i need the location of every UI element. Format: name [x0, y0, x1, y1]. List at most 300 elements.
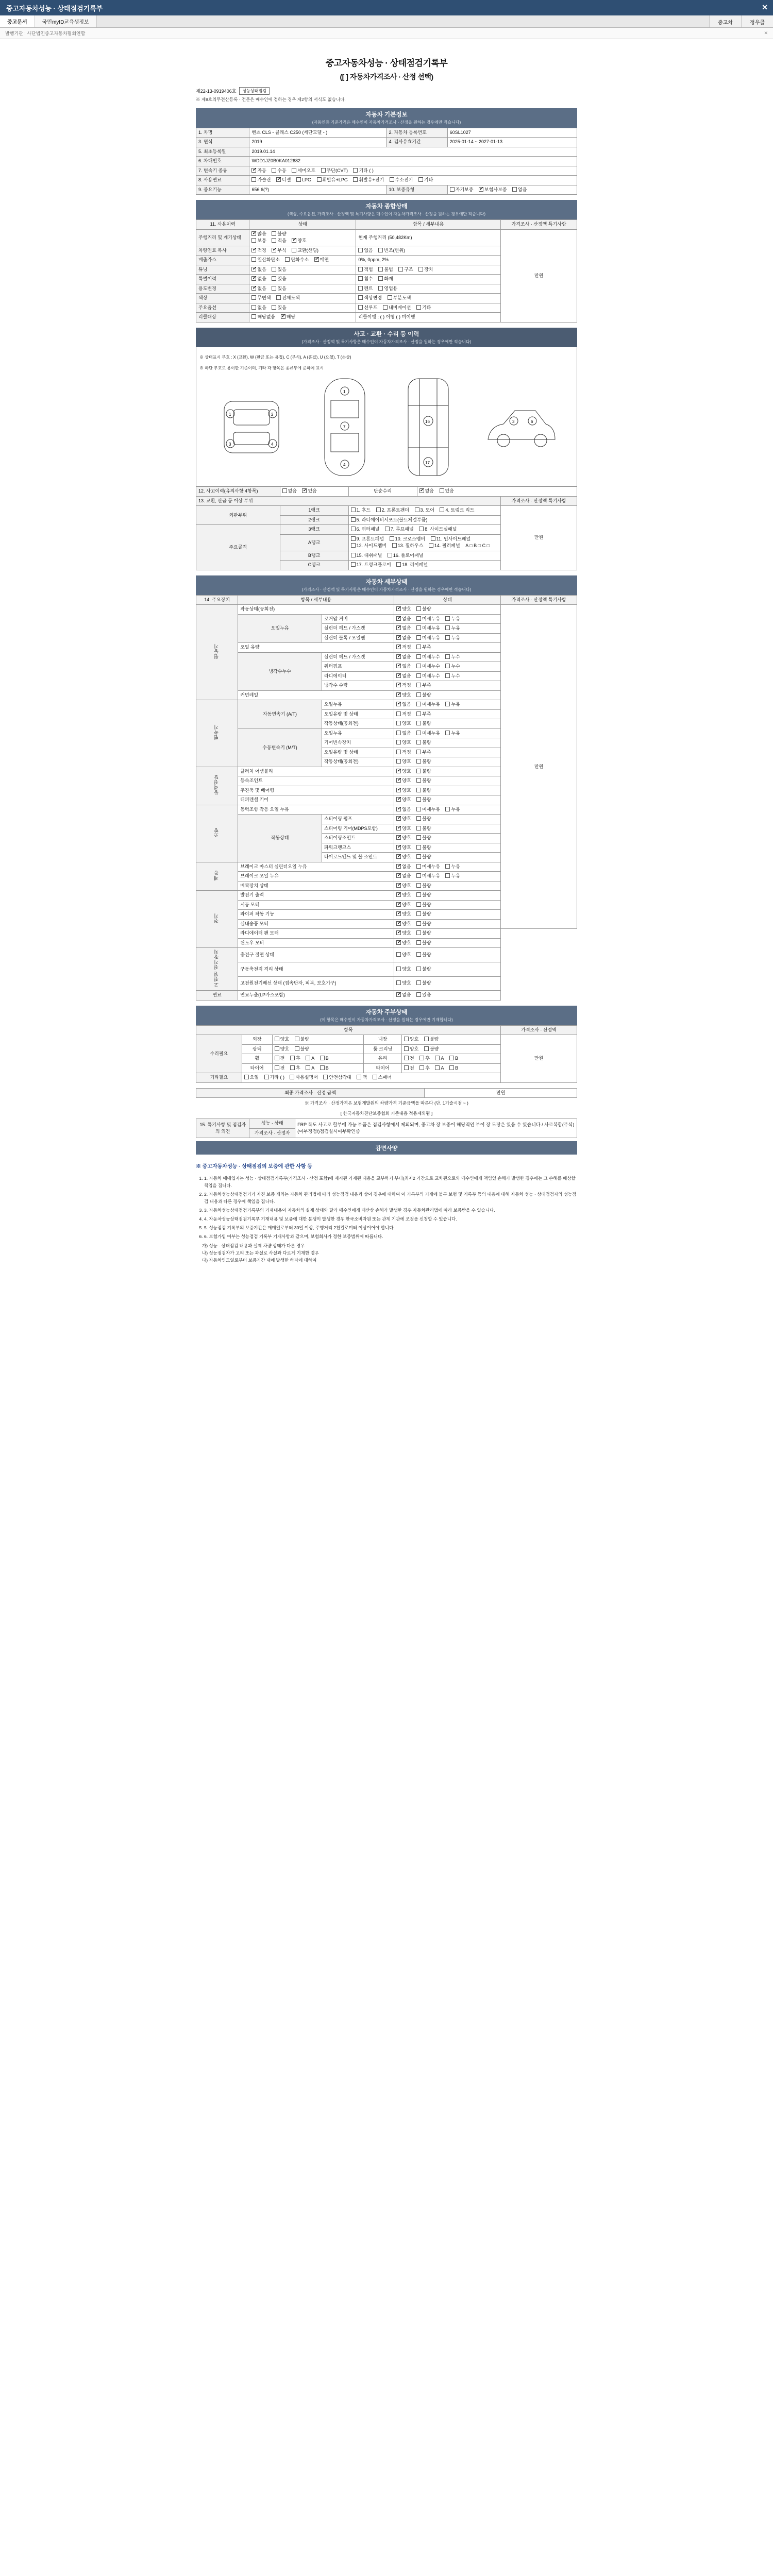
checkbox-icon[interactable]: [416, 664, 421, 668]
option-누유[interactable]: 누유: [445, 635, 460, 642]
part-휠하우스[interactable]: 13. 휠하우스: [392, 543, 424, 550]
checkbox-icon[interactable]: [357, 1075, 361, 1079]
checkbox-icon[interactable]: [416, 702, 421, 706]
option-후[interactable]: 후: [419, 1065, 430, 1072]
option-양호[interactable]: ✔ 양호: [396, 940, 411, 947]
part-크로스멤버[interactable]: 10. 크로스멤버: [390, 536, 425, 543]
option-불량[interactable]: 불량: [416, 739, 431, 747]
checkbox-icon[interactable]: [351, 562, 356, 567]
option-없음[interactable]: ✔ 없음: [396, 673, 411, 680]
checkbox-icon[interactable]: [396, 616, 401, 621]
checkbox-icon[interactable]: [320, 1056, 325, 1060]
checkbox-icon[interactable]: [396, 664, 401, 668]
checkbox-icon[interactable]: [416, 816, 421, 821]
option-미세누유[interactable]: 미세누유: [416, 625, 440, 632]
option-불량[interactable]: 불량: [416, 966, 431, 973]
option-스패너[interactable]: 스패너: [373, 1074, 392, 1081]
option-수동[interactable]: 수동: [272, 167, 286, 175]
option-무단cvt[interactable]: 무단(CVT): [321, 167, 348, 175]
state-window-motor[interactable]: [394, 938, 501, 948]
option-불량[interactable]: 불량: [416, 796, 431, 804]
checkbox-icon[interactable]: [396, 980, 401, 985]
option-렌트[interactable]: 렌트: [358, 285, 373, 293]
option-양호[interactable]: ✔ 양호: [396, 816, 411, 823]
option-불량[interactable]: 불량: [416, 980, 431, 987]
checkbox-icon[interactable]: [388, 553, 392, 557]
option-양호[interactable]: ✔ 양호: [396, 930, 411, 937]
option-없음[interactable]: 없음: [512, 187, 527, 194]
option-a[interactable]: A: [306, 1055, 314, 1062]
checkbox-icon[interactable]: [416, 883, 421, 888]
option-용도없음[interactable]: ✔ 없음: [251, 285, 266, 293]
checkbox-icon[interactable]: [416, 826, 421, 831]
checkbox-icon[interactable]: [416, 952, 421, 957]
checkbox-icon[interactable]: [351, 553, 356, 557]
option-누유[interactable]: 누유: [445, 873, 460, 880]
part-리어패널[interactable]: 18. 리어패널: [396, 562, 428, 569]
option-부족[interactable]: 부족: [416, 644, 431, 651]
checkbox-icon[interactable]: [445, 873, 450, 878]
option-불량[interactable]: 불량: [295, 1046, 309, 1053]
checkbox-icon[interactable]: [416, 864, 421, 869]
option-일산화탄소[interactable]: 일산화탄소: [251, 257, 279, 264]
option-불량[interactable]: 불량: [416, 854, 431, 861]
option-누유[interactable]: 누유: [445, 730, 460, 737]
option-양호[interactable]: ✔ 양호: [396, 796, 411, 804]
part-트렁크플로어[interactable]: 17. 트렁크플로어: [351, 562, 391, 569]
checkbox-icon[interactable]: [431, 536, 435, 541]
option-미세누수[interactable]: 미세누수: [416, 663, 440, 670]
option-없음[interactable]: ✔ 없음: [396, 701, 411, 708]
option-무변색[interactable]: 무변색: [251, 295, 271, 302]
checkbox-icon[interactable]: [396, 778, 401, 783]
part-도어[interactable]: 3. 도어: [415, 507, 434, 514]
checkbox-icon[interactable]: [272, 231, 276, 236]
option-자기보증[interactable]: 자기보증: [450, 187, 474, 194]
row-state-options[interactable]: [249, 303, 356, 313]
checkbox-icon[interactable]: [416, 892, 421, 897]
checkbox-icon[interactable]: [416, 807, 421, 811]
items-tier-a[interactable]: [348, 534, 501, 551]
checkbox-icon[interactable]: [445, 635, 450, 640]
checkbox-icon[interactable]: [351, 543, 356, 548]
checkbox-icon[interactable]: [396, 921, 401, 926]
checkbox-icon[interactable]: [396, 711, 401, 716]
close-icon[interactable]: ✕: [762, 3, 768, 11]
option-없음[interactable]: ✔ 없음: [396, 635, 411, 642]
option-기타[interactable]: 기타 ( ): [353, 167, 373, 175]
part-트렁크리드[interactable]: 4. 트렁크 리드: [440, 507, 474, 514]
option-적정[interactable]: 적정: [396, 711, 411, 718]
checkbox-icon[interactable]: [445, 625, 450, 630]
state-wheel-right[interactable]: [402, 1054, 501, 1064]
option-미세누유[interactable]: 미세누유: [416, 635, 440, 642]
state-room-cleaning[interactable]: [402, 1044, 501, 1054]
option-미세누유[interactable]: 미세누유: [416, 863, 440, 871]
state-water-pump[interactable]: [394, 662, 501, 672]
state-hv-wiring[interactable]: [394, 976, 501, 991]
option-세미오토[interactable]: 세미오토: [292, 167, 315, 175]
option-없음[interactable]: ✔ 없음: [396, 863, 411, 871]
checkbox-icon[interactable]: [445, 864, 450, 869]
option-불법[interactable]: 불법: [378, 266, 393, 274]
checkbox-icon[interactable]: [292, 248, 296, 252]
option-부분도색[interactable]: 부분도색: [388, 295, 411, 302]
checkbox-icon[interactable]: [418, 177, 423, 182]
checkbox-icon[interactable]: [275, 1056, 279, 1060]
state-tire-right[interactable]: [402, 1063, 501, 1073]
option-옵션없음[interactable]: 없음: [251, 304, 266, 312]
checkbox-icon[interactable]: [416, 967, 421, 971]
checkbox-icon[interactable]: [251, 314, 256, 319]
option-양호[interactable]: 양호: [396, 980, 411, 987]
option-불량[interactable]: 불량: [424, 1046, 439, 1053]
option-전[interactable]: 전: [275, 1065, 285, 1072]
checkbox-icon[interactable]: [358, 295, 363, 300]
checkbox-icon[interactable]: [358, 305, 363, 310]
checkbox-icon[interactable]: [396, 902, 401, 907]
state-oil-quantity[interactable]: [394, 643, 501, 653]
checkbox-icon[interactable]: [396, 816, 401, 821]
option-미세누유[interactable]: 미세누유: [416, 701, 440, 708]
checkbox-icon[interactable]: [396, 930, 401, 935]
checkbox-icon[interactable]: [396, 854, 401, 859]
cell-value-transmission[interactable]: [249, 166, 577, 176]
row-state-recall[interactable]: [249, 313, 356, 323]
option-적법[interactable]: 적법: [358, 266, 373, 274]
option-미세누수[interactable]: 미세누수: [416, 654, 440, 661]
checkbox-icon[interactable]: [251, 267, 256, 272]
option-양호[interactable]: 양호: [275, 1036, 289, 1043]
row-detail-corrosion[interactable]: [356, 246, 501, 256]
tab-국민myID교육생정보[interactable]: [35, 15, 97, 27]
checkbox-icon[interactable]: [388, 295, 392, 300]
checkbox-icon[interactable]: [416, 835, 421, 840]
checkbox-icon[interactable]: [378, 276, 383, 281]
checkbox-icon[interactable]: [396, 625, 401, 630]
checkbox-icon[interactable]: [479, 187, 483, 192]
option-휘발유전기[interactable]: 휘발유+전기: [353, 177, 384, 184]
checkbox-icon[interactable]: [416, 305, 421, 310]
items-tier-1[interactable]: [348, 506, 501, 516]
state-cv-joint[interactable]: [394, 776, 501, 786]
option-안전삼각대[interactable]: 안전삼각대: [323, 1074, 351, 1081]
checkbox-icon[interactable]: [416, 721, 421, 725]
option-튜닝없음[interactable]: ✔ 없음: [251, 266, 266, 274]
checkbox-icon[interactable]: [396, 788, 401, 792]
checkbox-icon[interactable]: [272, 248, 276, 252]
option-불량[interactable]: 불량: [416, 692, 431, 699]
checkbox-icon[interactable]: [396, 654, 401, 659]
checkbox-icon[interactable]: [396, 692, 401, 697]
checkbox-icon[interactable]: [251, 177, 256, 182]
option-불량[interactable]: 불량: [424, 1036, 439, 1043]
checkbox-icon[interactable]: [415, 507, 419, 512]
state-mt-leak[interactable]: [394, 728, 501, 738]
part-라디에이터서포트[interactable]: 5. 라디에이터서포트(볼트체결부품): [351, 517, 428, 524]
checkbox-icon[interactable]: [396, 759, 401, 764]
checkbox-icon[interactable]: [282, 488, 287, 493]
checkbox-icon[interactable]: [358, 267, 363, 272]
checkbox-icon[interactable]: [275, 1037, 279, 1041]
checkbox-icon[interactable]: [396, 750, 401, 754]
option-침수[interactable]: 침수: [358, 276, 373, 283]
option-미세누유[interactable]: 미세누유: [416, 616, 440, 623]
state-steering-pump[interactable]: [394, 815, 501, 824]
checkbox-icon[interactable]: [251, 295, 256, 300]
option-양호[interactable]: 양호: [404, 1046, 418, 1053]
checkbox-icon[interactable]: [396, 731, 401, 735]
checkbox-icon[interactable]: [396, 864, 401, 869]
checkbox-icon[interactable]: [396, 702, 401, 706]
checkbox-icon[interactable]: [404, 1056, 409, 1060]
option-불량[interactable]: 불량: [416, 921, 431, 928]
checkbox-icon[interactable]: [404, 1046, 409, 1051]
items-tier-3[interactable]: [348, 525, 501, 535]
option-불량[interactable]: 불량: [416, 952, 431, 959]
checkbox-icon[interactable]: [396, 883, 401, 888]
option-불량[interactable]: 불량: [416, 825, 431, 833]
checkbox-icon[interactable]: [396, 835, 401, 840]
option-후[interactable]: 후: [290, 1055, 300, 1062]
option-불량[interactable]: 불량: [416, 911, 431, 918]
checkbox-icon[interactable]: [419, 1056, 424, 1060]
option-부식[interactable]: ✔ 부식: [272, 247, 286, 255]
checkbox-icon[interactable]: [275, 1046, 279, 1051]
checkbox-icon[interactable]: [416, 930, 421, 935]
state-radiator-fan[interactable]: [394, 929, 501, 939]
checkbox-icon[interactable]: [358, 248, 363, 252]
part-쿼터패널[interactable]: 6. 쿼터패널: [351, 526, 380, 533]
state-alternator[interactable]: [394, 891, 501, 901]
option-불량[interactable]: 불량: [416, 930, 431, 937]
option-전[interactable]: 전: [404, 1065, 414, 1072]
option-양호[interactable]: 양호: [396, 758, 411, 766]
checkbox-icon[interactable]: [251, 286, 256, 291]
state-blower-motor[interactable]: [394, 919, 501, 929]
option-양호[interactable]: 양호: [275, 1046, 289, 1053]
close-icon-small[interactable]: ✕: [764, 30, 768, 36]
checkbox-icon[interactable]: [396, 769, 401, 773]
state-fuel-leak[interactable]: [394, 991, 501, 1001]
option-오일[interactable]: 오일: [244, 1074, 259, 1081]
option-선루프[interactable]: 선루프: [358, 304, 377, 312]
state-mt-shift[interactable]: [394, 738, 501, 748]
part-후드[interactable]: 1. 후드: [351, 507, 371, 514]
checkbox-icon[interactable]: [440, 488, 444, 493]
option-누수[interactable]: 누수: [445, 673, 460, 680]
option-없음[interactable]: ✔ 없음: [396, 806, 411, 814]
option-불량[interactable]: 불량: [416, 940, 431, 947]
part-프론트패널[interactable]: 9. 프론트패널: [351, 536, 384, 543]
part-루프패널[interactable]: 7. 루프패널: [385, 526, 414, 533]
checkbox-icon[interactable]: [353, 168, 358, 173]
checkbox-icon[interactable]: [416, 635, 421, 640]
state-oil-pan[interactable]: [394, 633, 501, 643]
state-common-rail[interactable]: [394, 690, 501, 700]
option-불량[interactable]: 불량: [416, 892, 431, 899]
option-없음[interactable]: ✔ 없음: [396, 654, 411, 661]
part-프론트팬더[interactable]: 2. 프론트팬더: [376, 507, 409, 514]
option-미세누유[interactable]: 미세누유: [416, 873, 440, 880]
option-양호[interactable]: ✔ 양호: [396, 844, 411, 852]
checkbox-icon[interactable]: [276, 177, 281, 182]
option-불량[interactable]: 불량: [416, 816, 431, 823]
option-양호[interactable]: ✔ 양호: [396, 825, 411, 833]
checkbox-icon[interactable]: [445, 673, 450, 678]
option-사용설명서[interactable]: 사용설명서: [290, 1074, 317, 1081]
option-해당없음[interactable]: 해당없음: [251, 314, 275, 321]
option-누유[interactable]: 누유: [445, 701, 460, 708]
state-head-gasket[interactable]: [394, 624, 501, 634]
checkbox-icon[interactable]: [281, 314, 285, 319]
checkbox-icon[interactable]: [396, 892, 401, 897]
option-누유[interactable]: 누유: [445, 806, 460, 814]
option-부족[interactable]: 부족: [416, 749, 431, 756]
row-detail-options[interactable]: [356, 303, 501, 313]
checkbox-icon[interactable]: [416, 645, 421, 649]
checkbox-icon[interactable]: [396, 807, 401, 811]
checkbox-icon[interactable]: [285, 257, 290, 262]
option-전[interactable]: 전: [275, 1055, 285, 1062]
checkbox-icon[interactable]: [416, 940, 421, 945]
items-tier-c[interactable]: [348, 561, 501, 570]
option-교환[interactable]: 교환(샌딩): [292, 247, 318, 255]
checkbox-icon[interactable]: [449, 1065, 454, 1070]
option-많음[interactable]: ✔많음: [251, 231, 266, 238]
option-탄화수소[interactable]: 탄화수소: [285, 257, 309, 264]
checkbox-icon[interactable]: [396, 721, 401, 725]
checkbox-icon[interactable]: [390, 536, 394, 541]
row-detail-usechange[interactable]: [356, 284, 501, 294]
state-at-idle[interactable]: [394, 719, 501, 729]
row-state-usechange[interactable]: [249, 284, 356, 294]
checkbox-icon[interactable]: [295, 1046, 299, 1051]
option-양호[interactable]: ✔ 양호: [396, 911, 411, 918]
option-사고있음[interactable]: ✔ 있음: [302, 488, 316, 495]
checkbox-icon[interactable]: [264, 1075, 269, 1079]
row-state-tuning[interactable]: [249, 265, 356, 275]
option-불량[interactable]: 불량: [416, 844, 431, 852]
option-영업용[interactable]: 영업용: [378, 285, 397, 293]
option-양호[interactable]: ✔ 양호: [396, 777, 411, 785]
option-양호[interactable]: ✔ 양호: [292, 238, 306, 245]
option-적정[interactable]: 적정: [396, 749, 411, 756]
option-누유[interactable]: 누유: [445, 625, 460, 632]
checkbox-icon[interactable]: [351, 536, 356, 541]
state-brake-booster[interactable]: [394, 881, 501, 891]
checkbox-icon[interactable]: [440, 507, 444, 512]
option-단순있음[interactable]: 있음: [440, 488, 454, 495]
checkbox-icon[interactable]: [416, 854, 421, 859]
checkbox-icon[interactable]: [251, 248, 256, 252]
option-옵션기타[interactable]: 기타: [416, 304, 431, 312]
option-불량[interactable]: 불량: [416, 758, 431, 766]
checkbox-icon[interactable]: [290, 1065, 295, 1070]
checkbox-icon[interactable]: [244, 1075, 249, 1079]
checkbox-icon[interactable]: [404, 1037, 409, 1041]
checkbox-icon[interactable]: [390, 177, 394, 182]
option-b[interactable]: B: [320, 1055, 329, 1062]
state-engine-idle[interactable]: [394, 605, 501, 615]
cell-value-warranty[interactable]: [447, 185, 577, 195]
tab-중고차[interactable]: 중고차: [709, 15, 741, 27]
checkbox-icon[interactable]: [416, 797, 421, 802]
option-없음[interactable]: ✔ 없음: [396, 992, 411, 999]
checkbox-icon[interactable]: [323, 1075, 328, 1079]
option-기타연료[interactable]: 기타: [418, 177, 433, 184]
option-양호[interactable]: ✔ 양호: [396, 921, 411, 928]
option-있음[interactable]: 있음: [416, 992, 431, 999]
checkbox-icon[interactable]: [416, 750, 421, 754]
checkbox-icon[interactable]: [251, 231, 256, 236]
state-differential[interactable]: [394, 795, 501, 805]
option-불량[interactable]: 불량: [416, 902, 431, 909]
items-tier-2[interactable]: [348, 515, 501, 525]
checkbox-icon[interactable]: [251, 168, 256, 173]
option-가솔린[interactable]: 가솔린: [251, 177, 271, 184]
checkbox-icon[interactable]: [385, 527, 390, 531]
checkbox-icon[interactable]: [445, 807, 450, 811]
checkbox-icon[interactable]: [358, 286, 363, 291]
option-누수[interactable]: 누수: [445, 654, 460, 661]
option-없음[interactable]: ✔ 없음: [396, 663, 411, 670]
checkbox-icon[interactable]: [418, 267, 423, 272]
checkbox-icon[interactable]: [429, 543, 433, 548]
checkbox-icon[interactable]: [292, 168, 296, 173]
option-불량[interactable]: 불량: [416, 768, 431, 775]
option-없음[interactable]: ✔ 없음: [396, 616, 411, 623]
checkbox-icon[interactable]: [416, 654, 421, 659]
option-미세누수[interactable]: 미세누수: [416, 673, 440, 680]
checkbox-icon[interactable]: [416, 692, 421, 697]
checkbox-icon[interactable]: [416, 873, 421, 878]
cell-value-fuel[interactable]: [249, 176, 577, 185]
checkbox-icon[interactable]: [416, 616, 421, 621]
option-전체도색[interactable]: 전체도색: [276, 295, 300, 302]
state-coolant-head[interactable]: [394, 652, 501, 662]
state-tie-rod[interactable]: [394, 853, 501, 862]
checkbox-icon[interactable]: [378, 248, 383, 252]
checkbox-icon[interactable]: [295, 1037, 299, 1041]
state-wheel[interactable]: [272, 1054, 363, 1064]
option-양호[interactable]: ✔ 양호: [396, 883, 411, 890]
checkbox-icon[interactable]: [353, 177, 358, 182]
part-사이드멤버[interactable]: 12. 사이드멤버: [351, 543, 386, 550]
tab-정우콜[interactable]: 정우콜: [741, 15, 773, 27]
checkbox-icon[interactable]: [416, 980, 421, 985]
checkbox-icon[interactable]: [320, 1065, 325, 1070]
checkbox-icon[interactable]: [306, 1065, 310, 1070]
checkbox-icon[interactable]: [272, 168, 276, 173]
option-a[interactable]: A: [435, 1065, 444, 1072]
state-steering-joint[interactable]: [394, 834, 501, 843]
option-용도있음[interactable]: 있음: [272, 285, 286, 293]
checkbox-icon[interactable]: [396, 562, 401, 567]
checkbox-icon[interactable]: [416, 902, 421, 907]
option-양호[interactable]: 양호: [396, 952, 411, 959]
row-state-simple-repair[interactable]: [417, 487, 577, 497]
option-양호[interactable]: 양호: [396, 720, 411, 727]
items-tier-b[interactable]: [348, 551, 501, 561]
checkbox-icon[interactable]: [290, 1056, 295, 1060]
checkbox-icon[interactable]: [396, 952, 401, 957]
checkbox-icon[interactable]: [449, 1056, 454, 1060]
option-보험사보증[interactable]: ✔ 보험사보증: [479, 187, 507, 194]
option-내비게이션[interactable]: 내비게이션: [383, 304, 411, 312]
option-양호[interactable]: ✔ 양호: [396, 768, 411, 775]
option-b[interactable]: B: [449, 1055, 458, 1062]
